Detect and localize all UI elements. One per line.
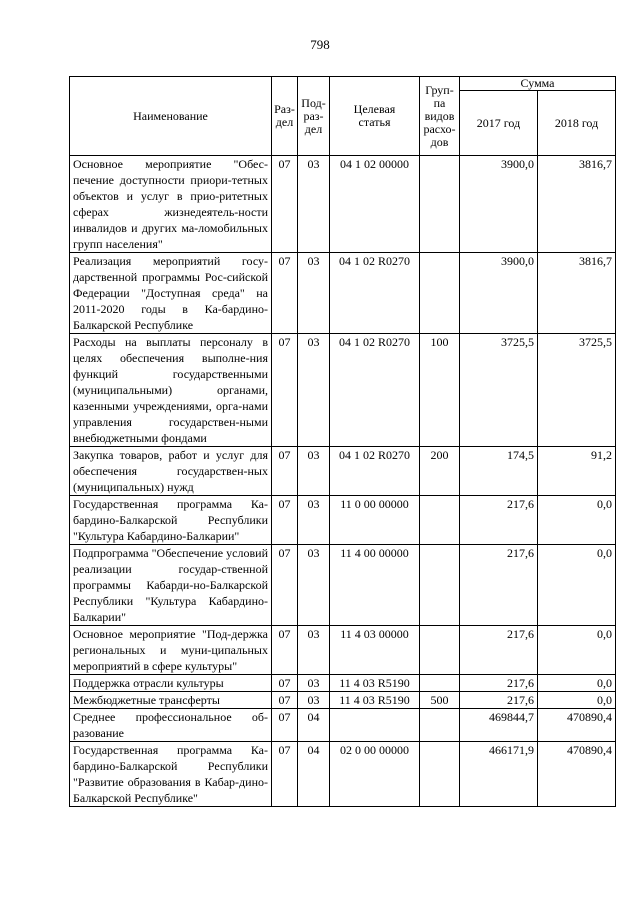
table-row — [70, 447, 616, 496]
row-sum-2018: 0,0 — [538, 626, 616, 675]
table-row — [70, 692, 616, 709]
row-sum-2017: 3900,0 — [460, 253, 538, 334]
row-razdel: 07 — [272, 334, 298, 447]
row-group: 100 — [420, 334, 460, 447]
row-podrazdel: 03 — [298, 496, 330, 545]
row-sum-2017: 174,5 — [460, 447, 538, 496]
row-sum-2018: 0,0 — [538, 675, 616, 692]
row-razdel: 07 — [272, 156, 298, 253]
row-target: 11 4 00 00000 — [330, 545, 420, 626]
row-name: Подпрограмма "Обеспечение условий реализации государ-ственной программы Кабарди-но-Балкарской Республики "Культура Кабардино-Балкарии" — [70, 545, 272, 626]
row-podrazdel: 03 — [298, 156, 330, 253]
header-sum: Сумма — [460, 77, 616, 91]
row-podrazdel: 03 — [298, 253, 330, 334]
row-sum-2018: 470890,4 — [538, 742, 616, 807]
row-podrazdel: 04 — [298, 742, 330, 807]
header-name: Наименование — [70, 77, 272, 156]
row-target: 04 1 02 R0270 — [330, 447, 420, 496]
row-sum-2017: 3725,5 — [460, 334, 538, 447]
page-number: 798 — [310, 37, 330, 52]
row-sum-2017: 469844,7 — [460, 709, 538, 742]
row-podrazdel: 03 — [298, 675, 330, 692]
row-name: Расходы на выплаты персоналу в целях обеспечения выполне-ния функций государственными (муниципальными) органами, казенными учреждениями, орга-нами управления государствен-ными внебюджетными фондами — [70, 334, 272, 447]
row-podrazdel: 03 — [298, 626, 330, 675]
row-sum-2018: 470890,4 — [538, 709, 616, 742]
header-group: Груп- па видов расхо- дов — [420, 77, 460, 156]
table-row — [70, 709, 616, 742]
row-sum-2018: 3816,7 — [538, 253, 616, 334]
row-name: Основное мероприятие "Обес-печение доступности приори-тетных объектов и услуг в прио-ритетных сферах жизнедеятель-ности инвалидов и других ма-ломобильных групп населения" — [70, 156, 272, 253]
row-podrazdel: 03 — [298, 334, 330, 447]
row-target: 02 0 00 00000 — [330, 742, 420, 807]
row-sum-2017: 466171,9 — [460, 742, 538, 807]
row-sum-2017: 217,6 — [460, 545, 538, 626]
row-target: 11 4 03 R5190 — [330, 675, 420, 692]
row-sum-2018: 3816,7 — [538, 156, 616, 253]
row-name: Реализация мероприятий госу-дарственной программы Рос-сийской Федерации "Доступная среда" на 2011-2020 годы в Ка-бардино-Балкарской Республике — [70, 253, 272, 334]
row-razdel: 07 — [272, 675, 298, 692]
row-razdel: 07 — [272, 447, 298, 496]
table-row — [70, 626, 616, 675]
row-sum-2018: 0,0 — [538, 496, 616, 545]
row-name: Государственная программа Ка-бардино-Балкарской Республики "Культура Кабардино-Балкарии" — [70, 496, 272, 545]
row-razdel: 07 — [272, 626, 298, 675]
row-name: Закупка товаров, работ и услуг для обеспечения государствен-ных (муниципальных) нужд — [70, 447, 272, 496]
table-row — [70, 156, 616, 253]
row-target: 11 0 00 00000 — [330, 496, 420, 545]
table-row — [70, 253, 616, 334]
row-sum-2017: 217,6 — [460, 675, 538, 692]
header-year-2018: 2018 год — [538, 91, 616, 156]
row-name: Среднее профессиональное об-разование — [70, 709, 272, 742]
row-target: 04 1 02 00000 — [330, 156, 420, 253]
table-row — [70, 742, 616, 807]
row-group: 500 — [420, 692, 460, 709]
table-header — [70, 77, 616, 156]
budget-table — [69, 76, 616, 807]
row-group: 200 — [420, 447, 460, 496]
row-razdel: 07 — [272, 496, 298, 545]
row-target: 11 4 03 00000 — [330, 626, 420, 675]
table-row — [70, 675, 616, 692]
row-target: 04 1 02 R0270 — [330, 253, 420, 334]
row-sum-2018: 0,0 — [538, 545, 616, 626]
row-group — [420, 626, 460, 675]
header-target: Целевая статья — [330, 77, 420, 156]
table-row — [70, 334, 616, 447]
row-razdel: 07 — [272, 742, 298, 807]
row-target — [330, 709, 420, 742]
row-razdel: 07 — [272, 692, 298, 709]
table-row — [70, 545, 616, 626]
row-name: Поддержка отрасли культуры — [70, 675, 272, 692]
row-podrazdel: 03 — [298, 692, 330, 709]
row-sum-2017: 3900,0 — [460, 156, 538, 253]
row-group — [420, 253, 460, 334]
row-group — [420, 496, 460, 545]
row-sum-2018: 0,0 — [538, 692, 616, 709]
header-razdel: Раз- дел — [272, 77, 298, 156]
row-podrazdel: 03 — [298, 545, 330, 626]
row-podrazdel: 03 — [298, 447, 330, 496]
row-razdel: 07 — [272, 253, 298, 334]
header-podrazdel: Под- раз- дел — [298, 77, 330, 156]
row-name: Основное мероприятие "Под-держка региональных и муни-ципальных мероприятий в сфере культуры" — [70, 626, 272, 675]
row-sum-2017: 217,6 — [460, 496, 538, 545]
row-group — [420, 742, 460, 807]
row-group — [420, 709, 460, 742]
row-sum-2017: 217,6 — [460, 626, 538, 675]
row-target: 04 1 02 R0270 — [330, 334, 420, 447]
row-name: Государственная программа Ка-бардино-Балкарской Республики "Развитие образования в Кабар-дино-Балкарской Республике" — [70, 742, 272, 807]
row-target: 11 4 03 R5190 — [330, 692, 420, 709]
row-group — [420, 545, 460, 626]
row-group — [420, 675, 460, 692]
table-row — [70, 496, 616, 545]
table-body — [70, 156, 616, 807]
row-sum-2018: 91,2 — [538, 447, 616, 496]
row-sum-2018: 3725,5 — [538, 334, 616, 447]
row-name: Межбюджетные трансферты — [70, 692, 272, 709]
row-sum-2017: 217,6 — [460, 692, 538, 709]
row-razdel: 07 — [272, 709, 298, 742]
row-podrazdel: 04 — [298, 709, 330, 742]
row-razdel: 07 — [272, 545, 298, 626]
row-group — [420, 156, 460, 253]
header-year-2017: 2017 год — [460, 91, 538, 156]
